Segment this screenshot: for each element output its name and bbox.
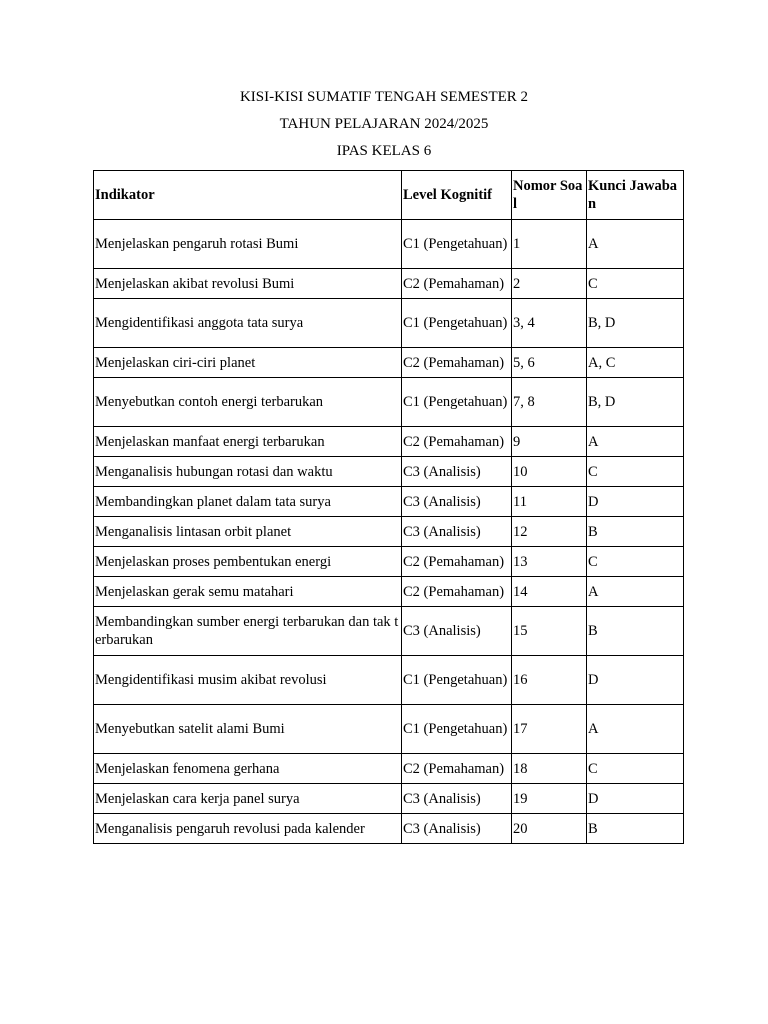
table-row xyxy=(94,547,684,577)
cell-nomor-soal: 16 xyxy=(512,656,587,705)
cell-nomor-soal: 20 xyxy=(512,814,587,844)
cell-level-kognitif: C2 (Pemahaman) xyxy=(402,269,512,299)
cell-level-kognitif: C1 (Pengetahuan) xyxy=(402,656,512,705)
cell-nomor-soal: 9 xyxy=(512,427,587,457)
kisi-kisi-table xyxy=(93,170,684,844)
cell-level-kognitif: C3 (Analisis) xyxy=(402,487,512,517)
cell-indikator: Menyebutkan contoh energi terbarukan xyxy=(94,378,402,427)
cell-nomor-soal: 7, 8 xyxy=(512,378,587,427)
table-row xyxy=(94,487,684,517)
cell-level-kognitif: C3 (Analisis) xyxy=(402,457,512,487)
table-row xyxy=(94,577,684,607)
cell-level-kognitif: C3 (Analisis) xyxy=(402,517,512,547)
table-row xyxy=(94,348,684,378)
table-header-row xyxy=(94,171,684,220)
cell-level-kognitif: C1 (Pengetahuan) xyxy=(402,378,512,427)
cell-kunci-jawaban: B xyxy=(587,517,684,547)
cell-nomor-soal: 14 xyxy=(512,577,587,607)
table-row xyxy=(94,814,684,844)
cell-kunci-jawaban: B xyxy=(587,607,684,656)
document-title: KISI-KISI SUMATIF TENGAH SEMESTER 2 xyxy=(239,89,529,105)
cell-indikator: Menganalisis pengaruh revolusi pada kalender xyxy=(94,814,402,844)
table-row xyxy=(94,754,684,784)
table-row xyxy=(94,517,684,547)
cell-kunci-jawaban: C xyxy=(587,754,684,784)
cell-nomor-soal: 12 xyxy=(512,517,587,547)
cell-indikator: Menjelaskan fenomena gerhana xyxy=(94,754,402,784)
cell-kunci-jawaban: A xyxy=(587,577,684,607)
table-header xyxy=(94,171,684,220)
cell-indikator: Menjelaskan pengaruh rotasi Bumi xyxy=(94,220,402,269)
document-subtitle-year: TAHUN PELAJARAN 2024/2025 xyxy=(279,116,489,132)
table-body xyxy=(94,220,684,844)
cell-indikator: Menjelaskan cara kerja panel surya xyxy=(94,784,402,814)
cell-nomor-soal: 17 xyxy=(512,705,587,754)
cell-kunci-jawaban: D xyxy=(587,656,684,705)
cell-level-kognitif: C2 (Pemahaman) xyxy=(402,348,512,378)
cell-kunci-jawaban: B, D xyxy=(587,299,684,348)
cell-nomor-soal: 11 xyxy=(512,487,587,517)
cell-indikator: Mengidentifikasi musim akibat revolusi xyxy=(94,656,402,705)
table-row xyxy=(94,457,684,487)
cell-kunci-jawaban: D xyxy=(587,487,684,517)
cell-indikator: Menjelaskan ciri-ciri planet xyxy=(94,348,402,378)
cell-nomor-soal: 5, 6 xyxy=(512,348,587,378)
cell-nomor-soal: 19 xyxy=(512,784,587,814)
cell-level-kognitif: C3 (Analisis) xyxy=(402,784,512,814)
cell-indikator: Menjelaskan proses pembentukan energi xyxy=(94,547,402,577)
header-kunci-jawaban: Kunci Jawaban xyxy=(587,171,684,220)
table-row xyxy=(94,269,684,299)
cell-kunci-jawaban: C xyxy=(587,269,684,299)
cell-level-kognitif: C1 (Pengetahuan) xyxy=(402,220,512,269)
header-indikator: Indikator xyxy=(94,171,402,220)
cell-level-kognitif: C1 (Pengetahuan) xyxy=(402,299,512,348)
cell-nomor-soal: 13 xyxy=(512,547,587,577)
cell-kunci-jawaban: A, C xyxy=(587,348,684,378)
cell-nomor-soal: 10 xyxy=(512,457,587,487)
cell-indikator: Membandingkan sumber energi terbarukan dan tak terbarukan xyxy=(94,607,402,656)
cell-level-kognitif: C2 (Pemahaman) xyxy=(402,577,512,607)
document-title-block xyxy=(0,86,768,167)
cell-nomor-soal: 2 xyxy=(512,269,587,299)
cell-nomor-soal: 18 xyxy=(512,754,587,784)
cell-kunci-jawaban: C xyxy=(587,457,684,487)
cell-indikator: Menjelaskan manfaat energi terbarukan xyxy=(94,427,402,457)
cell-level-kognitif: C2 (Pemahaman) xyxy=(402,427,512,457)
header-level-kognitif: Level Kognitif xyxy=(402,171,512,220)
cell-nomor-soal: 1 xyxy=(512,220,587,269)
table-row xyxy=(94,784,684,814)
cell-level-kognitif: C3 (Analisis) xyxy=(402,814,512,844)
table-row xyxy=(94,607,684,656)
cell-kunci-jawaban: B xyxy=(587,814,684,844)
cell-kunci-jawaban: A xyxy=(587,220,684,269)
cell-indikator: Membandingkan planet dalam tata surya xyxy=(94,487,402,517)
cell-kunci-jawaban: A xyxy=(587,705,684,754)
cell-kunci-jawaban: A xyxy=(587,427,684,457)
cell-level-kognitif: C3 (Analisis) xyxy=(402,607,512,656)
cell-level-kognitif: C1 (Pengetahuan) xyxy=(402,705,512,754)
cell-level-kognitif: C2 (Pemahaman) xyxy=(402,754,512,784)
document-subtitle-class: IPAS KELAS 6 xyxy=(336,143,432,159)
header-nomor-soal: Nomor Soal xyxy=(512,171,587,220)
cell-level-kognitif: C2 (Pemahaman) xyxy=(402,547,512,577)
cell-indikator: Menganalisis lintasan orbit planet xyxy=(94,517,402,547)
table-row xyxy=(94,656,684,705)
table-row xyxy=(94,427,684,457)
table-row xyxy=(94,220,684,269)
cell-indikator: Menyebutkan satelit alami Bumi xyxy=(94,705,402,754)
cell-kunci-jawaban: D xyxy=(587,784,684,814)
cell-nomor-soal: 3, 4 xyxy=(512,299,587,348)
cell-kunci-jawaban: B, D xyxy=(587,378,684,427)
cell-kunci-jawaban: C xyxy=(587,547,684,577)
table-row xyxy=(94,378,684,427)
cell-indikator: Menjelaskan akibat revolusi Bumi xyxy=(94,269,402,299)
table-row xyxy=(94,299,684,348)
cell-indikator: Menjelaskan gerak semu matahari xyxy=(94,577,402,607)
cell-indikator: Mengidentifikasi anggota tata surya xyxy=(94,299,402,348)
cell-nomor-soal: 15 xyxy=(512,607,587,656)
cell-indikator: Menganalisis hubungan rotasi dan waktu xyxy=(94,457,402,487)
table-row xyxy=(94,705,684,754)
